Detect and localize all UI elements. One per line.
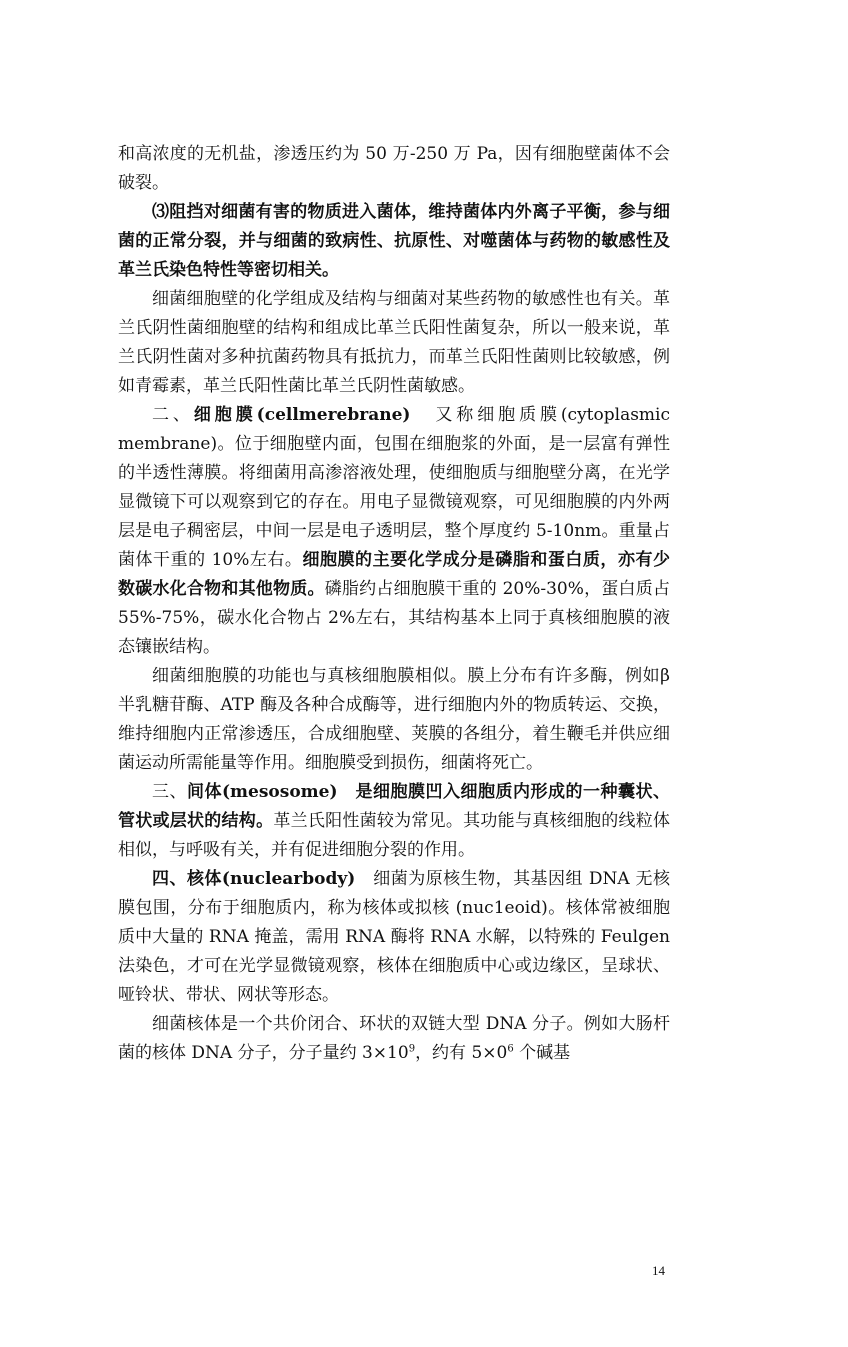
page-number: 14 (652, 1263, 665, 1278)
paragraph-osmotic: 和高浓度的无机盐，渗透压约为 50 万-250 万 Pa，因有细胞壁菌体不会破裂。 (118, 144, 670, 193)
paragraph-cell-membrane (118, 401, 670, 662)
document-page (118, 140, 670, 1068)
text-span: 细菌核体是一个共价闭合、环状的双链大型 DNA 分子。例如大肠杆菌的核体 DNA 分子，分子量约 3×10 (118, 1014, 670, 1063)
section-heading-nuclear-body: 四、核体(nuclearbody) (152, 869, 356, 889)
paragraph-function-3: ⑶阻挡对细菌有害的物质进入菌体，维持菌体内外离子平衡，参与细菌的正常分裂，并与细菌的致病性、抗原性、对噬菌体与药物的敏感性及革兰氏染色特性等密切相关。 (118, 202, 670, 280)
text-span: ，约有 5×0 (415, 1043, 508, 1063)
paragraph-nucleoid-dna (118, 1010, 670, 1068)
paragraph-drug-sensitivity: 细菌细胞壁的化学组成及结构与细菌对某些药物的敏感性也有关。革兰氏阴性菌细胞壁的结构和组成比革兰氏阳性菌复杂，所以一般来说，革兰氏阴性菌对多种抗菌药物具有抵抗力，而革兰氏阳性菌则比较敏感，例如青霉素，革兰氏阳性菌比革兰氏阴性菌敏感。 (118, 289, 670, 396)
text-span: 磷脂约占细胞膜干重的 20%-30%，蛋白质占 55%-75%，碳水化合物占 2%左右，其结构基本上同于真核细胞膜的液态镶嵌结构。 (118, 579, 671, 657)
section-number: 三、 (152, 782, 187, 802)
superscript: 6 (507, 1043, 514, 1055)
paragraph-mesosome (118, 778, 670, 865)
bold-statement: 细胞膜的主要化学成分是磷脂和蛋白质，亦有少数碳水化合物和其他物质。 (118, 550, 670, 599)
paragraph-nuclear-body (118, 865, 670, 1010)
text-span: 又称细胞质膜(cytoplasmic membrane)。位于细胞壁内面，包围在细胞浆的外面，是一层富有弹性的半透性薄膜。将细菌用高渗溶液处理，使细胞质与细胞壁分离，在光学显微镜下可以观察到它的存在。用电子显微镜观察，可见细胞膜的内外两层是电子稠密层，中间一层是电子透明层，整个厚度约 5-10nm。重量占菌体干重的 10%左右。 (118, 405, 671, 570)
superscript: 9 (408, 1043, 416, 1055)
section-number: 二、 (152, 405, 194, 425)
paragraph-membrane-function: 细菌细胞膜的功能也与真核细胞膜相似。膜上分布有许多酶，例如β半乳糖苷酶、ATP 酶及各种合成酶等，进行细胞内外的物质转运、交换，维持细胞内正常渗透压，合成细胞壁、荚膜的各组分，着生鞭毛并供应细菌运动所需能量等作用。细胞膜受到损伤，细菌将死亡。 (118, 666, 670, 773)
section-heading-cell-membrane: 细胞膜(cellmerebrane) (193, 405, 411, 425)
text-span: 个碱基 (513, 1043, 571, 1063)
section-heading-mesosome: 间体(mesosome) 是细胞膜凹入细胞质内形成的一种囊状、管状或层状的结构。 (118, 782, 670, 831)
text-span: 革兰氏阳性菌较为常见。其功能与真核细胞的线粒体相似，与呼吸有关，并有促进细胞分裂的作用。 (118, 811, 671, 860)
text-span: 细菌为原核生物，其基因组 DNA 无核膜包围，分布于细胞质内，称为核体或拟核 (nuc1eoid)。核体常被细胞质中大量的 RNA 掩盖，需用 RNA 酶将 RNA 水解，以特殊的 Feulgen 法染色，才可在光学显微镜观察，核体在细胞质中心或边缘区，呈球状、哑铃状、带状、网状等形态。 (118, 869, 670, 1005)
